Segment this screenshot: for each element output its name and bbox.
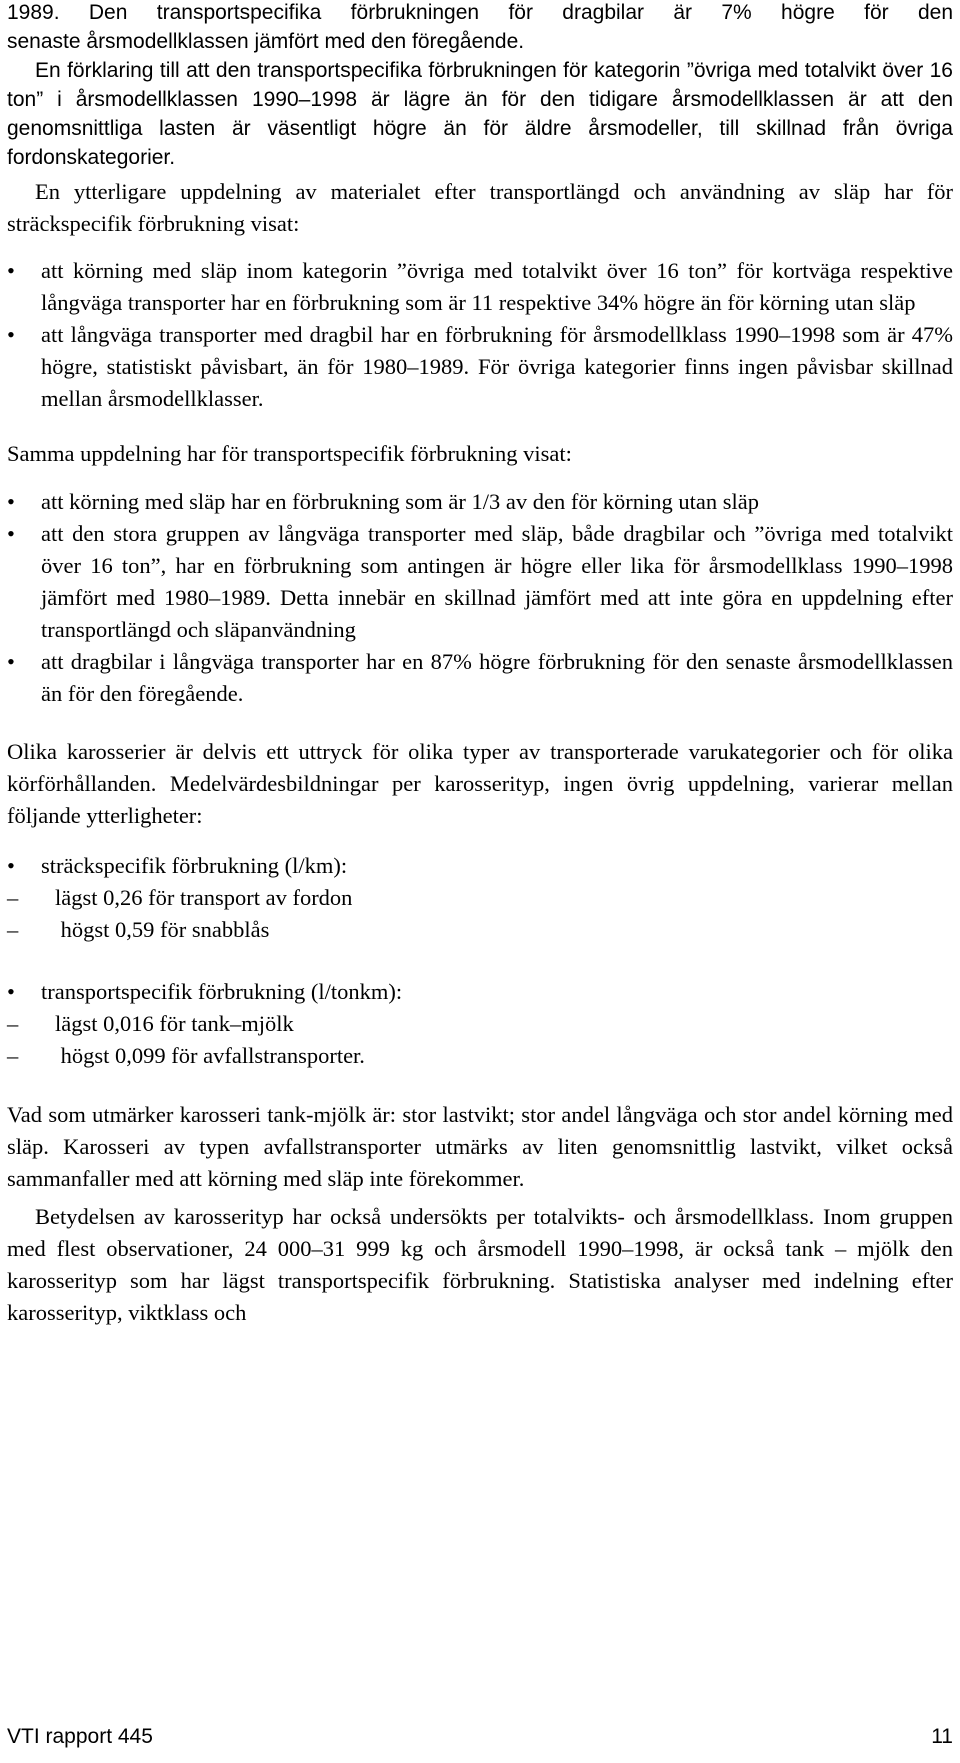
- bullet-icon: •: [7, 258, 15, 283]
- distance-findings-list: [7, 255, 953, 415]
- further-breakdown-paragraph: En ytterligare uppdelning av materialet efter transportlängd och användning av släp har för sträckspecifik förbrukning visat:: [7, 179, 953, 236]
- intro-paragraph-end: [7, 0, 953, 56]
- distance-range-extremes: [7, 882, 953, 946]
- list-item: – lägst 0,016 för tank–mjölk: [7, 1008, 953, 1040]
- list-item: • att dragbilar i långväga transporter har en 87% högre förbrukning för den senaste årsmodellklassen än för den föregående.: [7, 646, 953, 710]
- list-item: – lägst 0,26 för transport av fordon: [7, 882, 953, 914]
- transport-range-list: [7, 976, 953, 1008]
- dash-icon: –: [7, 885, 19, 910]
- bullet-icon: •: [7, 322, 15, 347]
- dash-icon: –: [7, 1011, 19, 1036]
- list-item: – högst 0,59 för snabblås: [7, 914, 953, 946]
- transport-findings-list: [7, 486, 953, 710]
- list-item: • att långväga transporter med dragbil har en förbrukning för årsmodellklass 1990–1998 som är 47% högre, statistiskt påvisbart, än för 1980–1989. För övriga kategorier finns ingen påvisbar skillnad mellan årsmodellklasser.: [7, 319, 953, 415]
- report-name: VTI rapport 445: [7, 1725, 153, 1748]
- explanation-paragraph: En förklaring till att den transportspecifika förbrukningen för kategorin ”övriga med totalvikt över 16 ton” i årsmodellklassen 1990–1998 är lägre än för den tidigare årsmodellklassen är att den genomsnittliga lasten är väsentligt högre än för äldre årsmodeller, till skillnad från övriga fordonskategorier.: [7, 59, 953, 169]
- bullet-icon: •: [7, 853, 15, 878]
- transport-range-extremes: [7, 1008, 953, 1072]
- body-type-paragraph: Olika karosserier är delvis ett uttryck för olika typer av transporterade varukategorier och för olika körförhållanden. Medelvärdesbildningar per karosserityp, ingen övrig uppdelning, varierar mellan följande ytterligheter:: [7, 739, 953, 828]
- bullet-icon: •: [7, 489, 15, 514]
- tank-milk-paragraph: Vad som utmärker karosseri tank-mjölk är: stor lastvikt; stor andel långväga och stor andel körning med släp. Karosseri av typen avfallstransporter utmärks av liten genomsnittlig lastvikt, vilket också sammanfaller med att körning med släp inte förekommer.: [7, 1102, 953, 1191]
- list-item: • sträckspecifik förbrukning (l/km):: [7, 850, 953, 882]
- list-item: – högst 0,099 för avfallstransporter.: [7, 1040, 953, 1072]
- dash-icon: –: [7, 917, 19, 942]
- intro-line-2: senaste årsmodellklassen jämfört med den föregående.: [7, 30, 525, 53]
- dash-icon: –: [7, 1043, 19, 1068]
- list-item: • att körning med släp har en förbrukning som är 1/3 av den för körning utan släp: [7, 486, 953, 518]
- body-type-significance-paragraph: Betydelsen av karosserityp har också undersökts per totalvikts- och årsmodellklass. Inom gruppen med flest observationer, 24 000–31 999 kg och årsmodell 1990–1998, är också tank – mjölk den karosserityp som har lägst transportspecifik förbrukning. Statistiska analyser med indelning efter karosserityp, viktklass och: [7, 1204, 953, 1325]
- intro-section: [7, 0, 953, 172]
- list-item: • att körning med släp inom kategorin ”övriga med totalvikt över 16 ton” för kortväga respektive långväga transporter har en förbrukning som är 11 respektive 34% högre än för körning utan släp: [7, 255, 953, 319]
- intro-line-1: 1989. Den transportspecifika förbrukningen för dragbilar är 7% högre för den: [7, 1, 953, 24]
- same-breakdown-paragraph: Samma uppdelning har för transportspecifik förbrukning visat:: [7, 441, 572, 466]
- list-item: • transportspecifik förbrukning (l/tonkm):: [7, 976, 953, 1008]
- report-page: [7, 0, 953, 1329]
- main-text: [7, 176, 953, 1329]
- distance-range-list: [7, 850, 953, 882]
- bullet-icon: •: [7, 979, 15, 1004]
- list-item: • att den stora gruppen av långväga transporter med släp, både dragbilar och ”övriga med totalvikt över 16 ton”, har en förbrukning som antingen är högre eller lika för årsmodellklass 1990–1998 jämfört med 1980–1989. Detta innebär en skillnad jämfört med att inte göra en uppdelning efter transportlängd och släpanvändning: [7, 518, 953, 646]
- bullet-icon: •: [7, 649, 15, 674]
- page-number: 11: [931, 1725, 953, 1748]
- bullet-icon: •: [7, 521, 15, 546]
